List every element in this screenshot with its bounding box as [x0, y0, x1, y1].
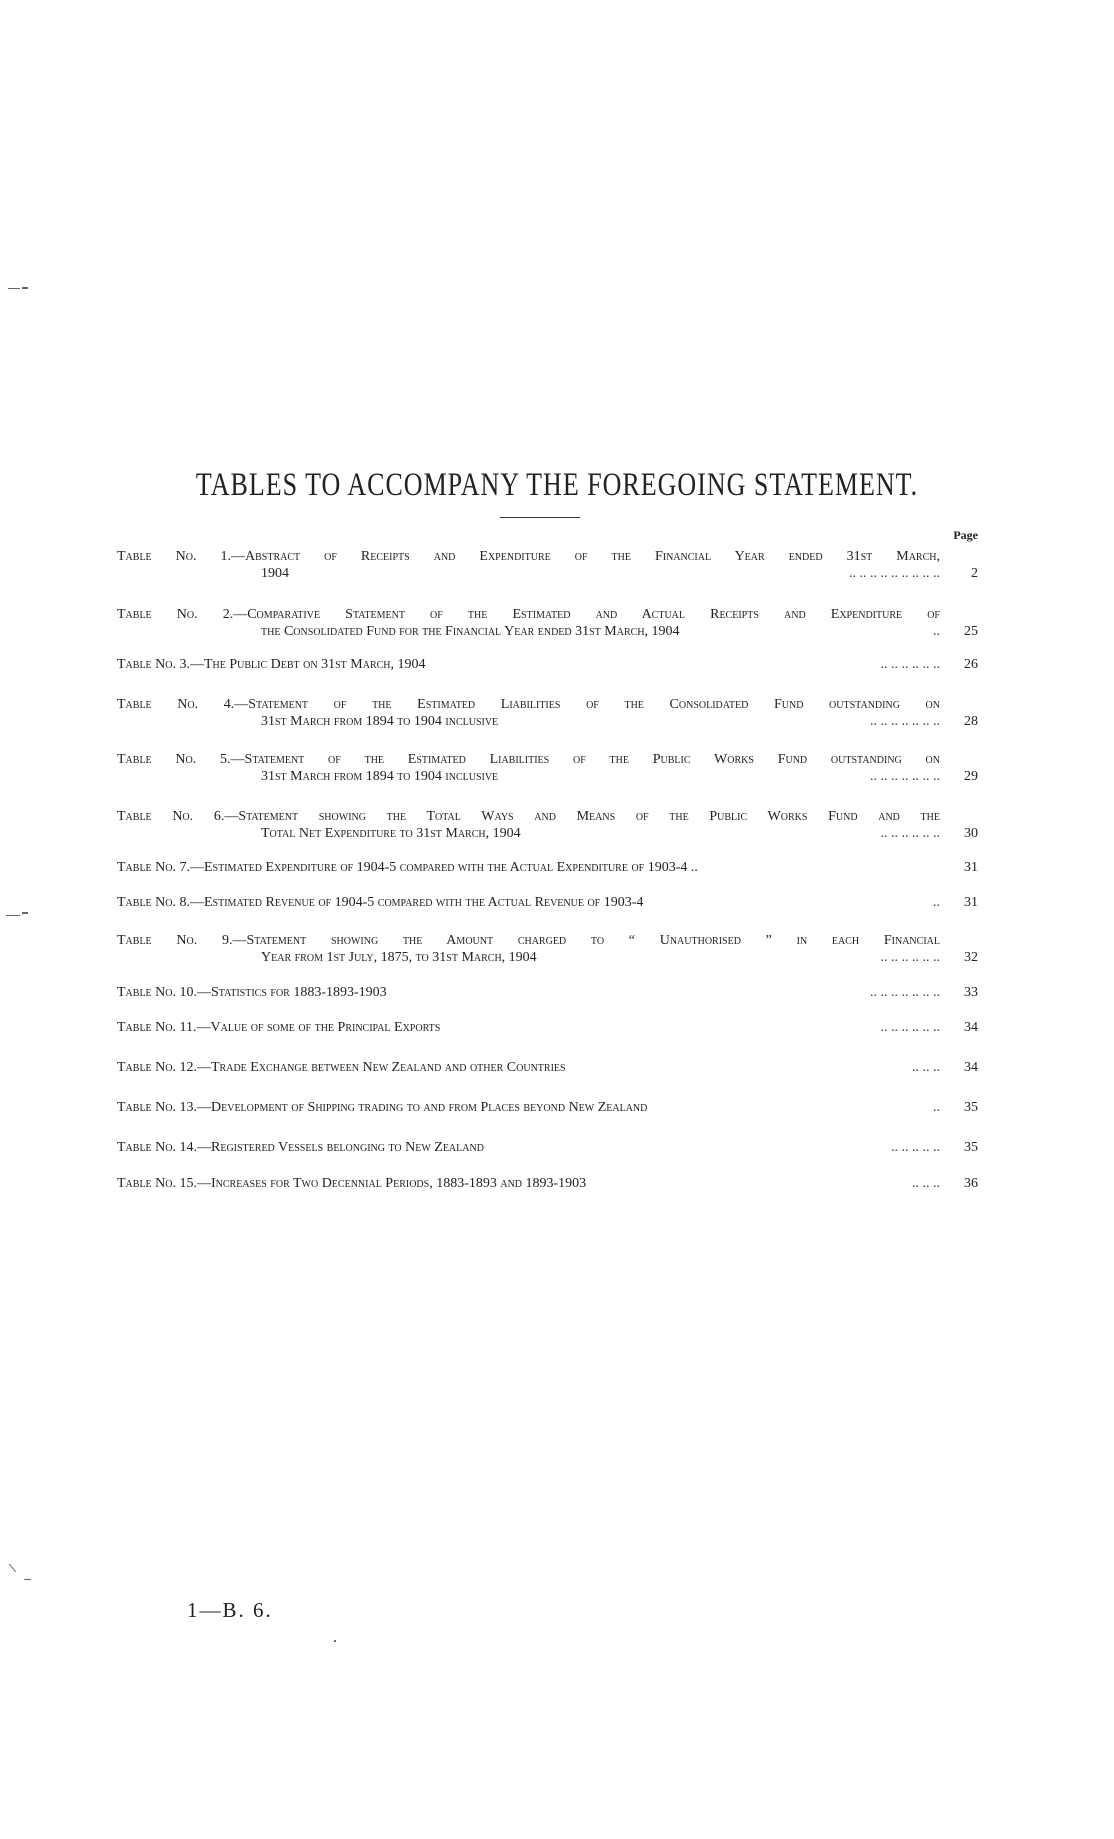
dot-leader: ..: [933, 624, 940, 639]
entry-number: Table No. 6.: [117, 809, 225, 824]
toc-entry: [117, 1019, 978, 1036]
title-divider: [500, 517, 580, 518]
entry-number: Table No. 12.: [117, 1060, 197, 1075]
entry-page-number: 31: [964, 860, 978, 875]
toc-entry: [117, 808, 978, 842]
entry-title: —Estimated Revenue of 1904-5 compared with the Actual Revenue of 1903-4: [190, 895, 644, 910]
entry-title: —Trade Exchange between New Zealand and other Countries: [197, 1060, 566, 1075]
scan-speck: [22, 287, 28, 289]
toc-entry: [117, 696, 978, 730]
toc-entry: [117, 1139, 978, 1156]
toc-entry: [117, 932, 978, 966]
dot-leader: .. .. .. .. .. ..: [880, 1020, 940, 1035]
entry-title: —Development of Shipping trading to and from Places beyond New Zealand: [197, 1100, 648, 1115]
entry-title: —Value of some of the Principal Exports: [196, 1020, 441, 1035]
entry-page-number: 36: [964, 1176, 978, 1191]
entry-first-line: [117, 1099, 978, 1116]
entry-first-line: [117, 1175, 978, 1192]
entry-page-number: 28: [964, 714, 978, 729]
scan-speck: [334, 1640, 336, 1642]
entry-number: Table No. 5.: [117, 752, 231, 767]
entry-first-line: [117, 859, 978, 876]
entry-number: Table No. 11.: [117, 1020, 197, 1035]
dot-leader: .. .. ..: [912, 1060, 940, 1075]
entry-title: —Statistics for 1883-1893-1903: [197, 985, 387, 1000]
dot-leader: .. .. .. .. .. .. .. .. ..: [849, 566, 940, 581]
entry-title-continued: 1904: [261, 566, 289, 581]
entry-number: Table No. 13.: [117, 1100, 197, 1115]
entry-number: Table No. 10.: [117, 985, 197, 1000]
entry-page-number: 33: [964, 985, 978, 1000]
entry-page-number: 30: [964, 826, 978, 841]
entry-page-number: 31: [964, 895, 978, 910]
entry-page-number: 35: [964, 1140, 978, 1155]
entry-title-continued: 31st March from 1894 to 1904 inclusive: [261, 714, 499, 729]
page-title: TABLES TO ACCOMPANY THE FOREGOING STATEMENT.: [195, 466, 919, 503]
entry-title: —Estimated Expenditure of 1904-5 compared with the Actual Expenditure of 1903-4 ..: [190, 860, 698, 875]
dot-leader: .. .. .. .. .. .. ..: [870, 769, 940, 784]
entry-title-continued: 31st March from 1894 to 1904 inclusive: [261, 769, 499, 784]
dot-leader: .. .. .. .. .. .. ..: [870, 714, 940, 729]
entry-title: —The Public Debt on 31st March, 1904: [190, 657, 426, 672]
entry-first-line: [117, 656, 978, 673]
toc-entry: [117, 606, 978, 640]
toc-entry: [117, 1099, 978, 1116]
entry-title-continued: the Consolidated Fund for the Financial Year ended 31st March, 1904: [261, 624, 680, 639]
entry-title: —Increases for Two Decennial Periods, 1883-1893 and 1893-1903: [197, 1176, 587, 1191]
entry-title: —Statement of the Estimated Liabilities of the Public Works Fund outstanding on: [230, 752, 940, 767]
entry-page-number: 32: [964, 950, 978, 965]
entry-second-line: [117, 825, 978, 842]
entry-number: Table No. 2.: [117, 607, 234, 622]
entry-first-line: [117, 696, 978, 713]
entry-first-line: [117, 751, 978, 768]
entry-second-line: [117, 949, 978, 966]
entry-title: —Statement of the Estimated Liabilities of the Consolidated Fund outstanding on: [234, 697, 940, 712]
entry-title-continued: Total Net Expenditure to 31st March, 1904: [261, 826, 521, 841]
toc-entry: [117, 894, 978, 911]
entry-number: Table No. 9.: [117, 933, 233, 948]
entry-page-number: 25: [964, 624, 978, 639]
entry-first-line: [117, 606, 978, 623]
entry-second-line: [117, 768, 978, 785]
dot-leader: .. .. .. .. .. ..: [880, 826, 940, 841]
entry-number: Table No. 14.: [117, 1140, 197, 1155]
toc-entry: [117, 751, 978, 785]
scan-speck: [24, 1579, 31, 1580]
entry-second-line: [117, 713, 978, 730]
entry-first-line: [117, 984, 978, 1001]
toc-entry: [117, 984, 978, 1001]
entry-second-line: [117, 565, 978, 582]
entry-first-line: [117, 1059, 978, 1076]
scan-speck: [22, 912, 28, 914]
entry-title: —Statement showing the Amount charged to “ Unauthorised ” in each Financial: [232, 933, 940, 948]
entry-title: —Comparative Statement of the Estimated and Actual Receipts and Expenditure of: [233, 607, 940, 622]
footer-signature-mark: 1—B. 6.: [187, 1598, 273, 1622]
entry-second-line: [117, 623, 978, 640]
entry-number: Table No. 1.: [117, 549, 232, 564]
entry-number: Table No. 3.: [117, 657, 190, 672]
dot-leader: ..: [933, 895, 940, 910]
dot-leader: .. .. .. .. .. ..: [880, 950, 940, 965]
entry-number: Table No. 4.: [117, 697, 235, 712]
toc-entry: [117, 859, 978, 876]
entry-first-line: [117, 894, 978, 911]
dot-leader: .. .. ..: [912, 1176, 940, 1191]
entry-title-continued: Year from 1st July, 1875, to 31st March, 1904: [261, 950, 537, 965]
toc-entry: [117, 1059, 978, 1076]
entry-first-line: [117, 1019, 978, 1036]
dot-leader: .. .. .. .. ..: [891, 1140, 940, 1155]
entry-title: —Registered Vessels belonging to New Zealand: [197, 1140, 484, 1155]
scan-speck: [8, 288, 20, 289]
scan-speck: [6, 915, 20, 916]
dot-leader: ..: [933, 1100, 940, 1115]
scan-speck: [9, 1564, 16, 1572]
dot-leader: .. .. .. .. .. ..: [880, 657, 940, 672]
entry-number: Table No. 7.: [117, 860, 190, 875]
entry-number: Table No. 15.: [117, 1176, 197, 1191]
entry-first-line: [117, 808, 978, 825]
page-column-header: Page: [953, 528, 978, 542]
toc-entry: [117, 656, 978, 673]
entry-title: —Statement showing the Total Ways and Means of the Public Works Fund and the: [224, 809, 940, 824]
entry-title: —Abstract of Receipts and Expenditure of the Financial Year ended 31st March,: [231, 549, 940, 564]
entry-number: Table No. 8.: [117, 895, 190, 910]
entry-page-number: 2: [971, 566, 978, 581]
entry-page-number: 34: [964, 1020, 978, 1035]
entry-page-number: 29: [964, 769, 978, 784]
dot-leader: .. .. .. .. .. .. ..: [870, 985, 940, 1000]
entry-first-line: [117, 1139, 978, 1156]
entry-first-line: [117, 548, 978, 565]
entry-page-number: 34: [964, 1060, 978, 1075]
entry-page-number: 35: [964, 1100, 978, 1115]
toc-entry: [117, 548, 978, 582]
toc-entry: [117, 1175, 978, 1192]
entry-page-number: 26: [964, 657, 978, 672]
entry-first-line: [117, 932, 978, 949]
